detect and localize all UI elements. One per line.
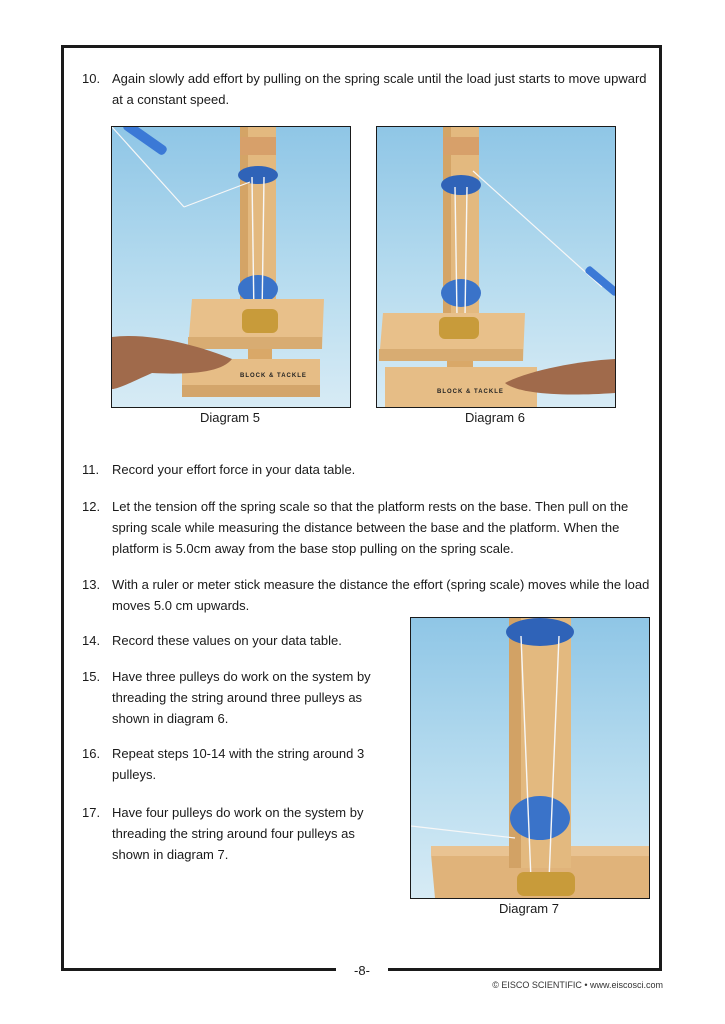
step-number: 12.	[82, 499, 101, 514]
step-text: Let the tension off the spring scale so that the platform rests on the base. Then pull on the spring scale while measuring the distance between the base and the platform. When the platform is 5.0cm away from the base stop pulling on the spring scale.	[112, 499, 629, 556]
diagram-5-caption: Diagram 5	[200, 410, 260, 425]
page-number: -8-	[354, 963, 370, 978]
diagram-6-photo	[376, 126, 616, 408]
step-text: Record these values on your data table.	[112, 633, 342, 648]
step-number: 10.	[82, 71, 101, 86]
step-number: 11.	[82, 462, 100, 477]
step-text: Have four pulleys do work on the system by threading the string around four pulleys as shown in diagram 7.	[112, 805, 364, 862]
step-text: With a ruler or meter stick measure the distance the effort (spring scale) moves while the load moves 5.0 cm upwards.	[112, 577, 650, 613]
step-text: Repeat steps 10-14 with the string around 3 pulleys.	[112, 746, 365, 782]
footer-copyright: © EISCO SCIENTIFIC • www.eiscosci.com	[492, 980, 663, 990]
step-number: 16.	[82, 746, 101, 761]
step-text: Have three pulleys do work on the system by threading the string around three pulleys as shown in diagram 6.	[112, 669, 371, 726]
step-number: 15.	[82, 669, 101, 684]
step-number: 13.	[82, 577, 101, 592]
base-label: BLOCK & TACKLE	[240, 373, 307, 379]
diagram-6-caption: Diagram 6	[465, 410, 525, 425]
step-number: 14.	[82, 633, 101, 648]
step-text: Record your effort force in your data table.	[112, 462, 356, 477]
base-label: BLOCK & TACKLE	[437, 389, 504, 395]
diagram-7-caption: Diagram 7	[499, 901, 559, 916]
step-text: Again slowly add effort by pulling on the spring scale until the load just starts to move upward at a constant speed.	[112, 71, 647, 107]
step-number: 17.	[82, 805, 101, 820]
diagram-5-photo	[111, 126, 351, 408]
diagram-7-photo	[410, 617, 650, 899]
